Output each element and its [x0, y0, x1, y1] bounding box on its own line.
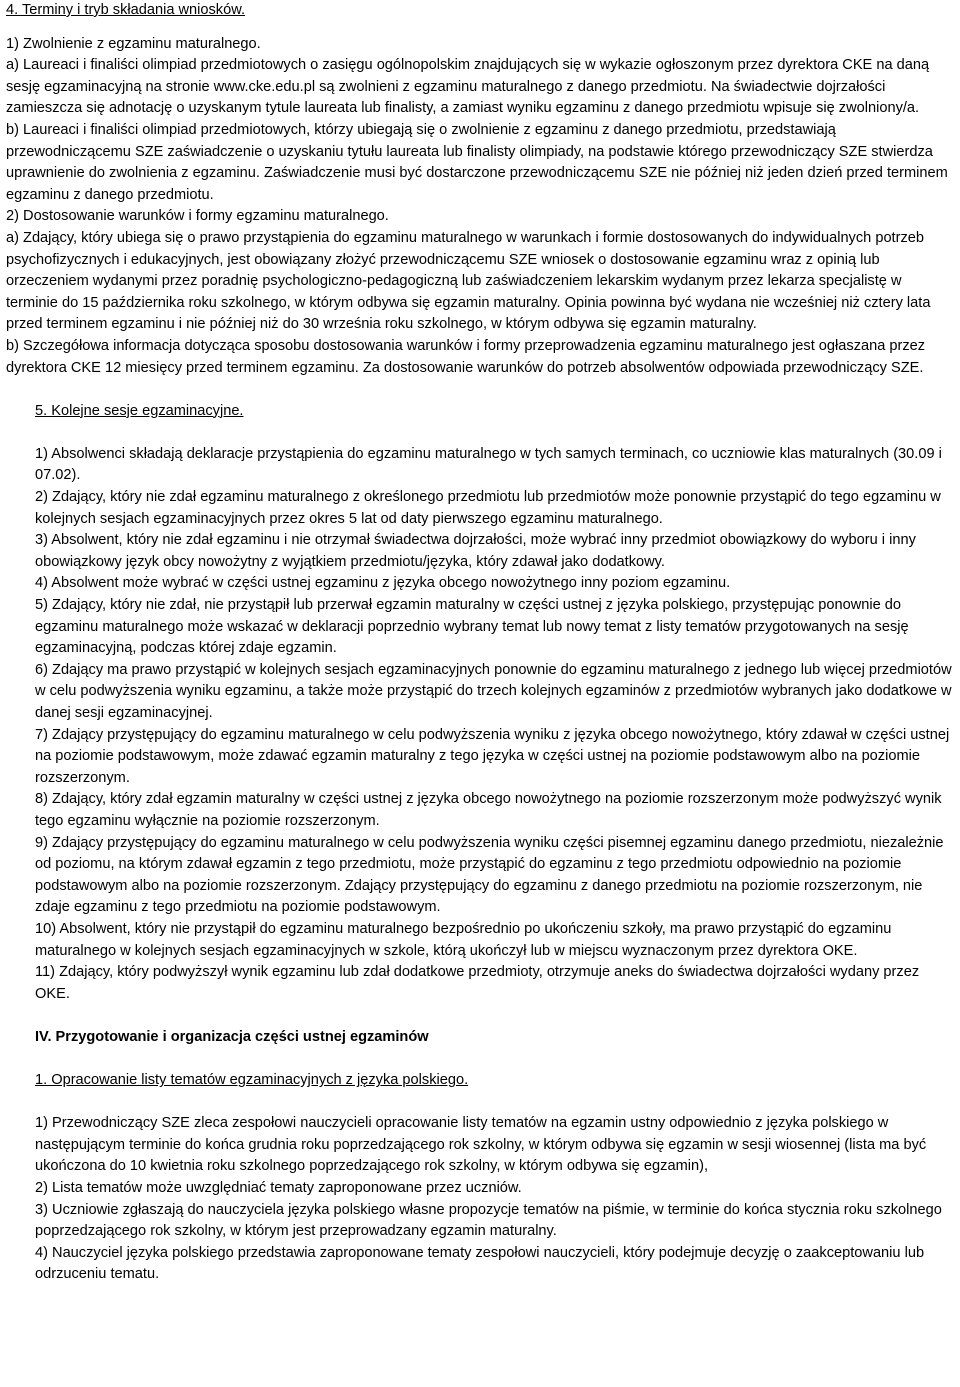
section-5: [6, 401, 956, 1286]
section-IV-item: 3) Uczniowie zgłaszają do nauczyciela języka polskiego własne propozycje tematów na piśmie, w terminie do końca stycznia roku szkolnego poprzedzającego rok szkolny, w którym jest przeprowadzany egzamin maturalny.: [35, 1201, 942, 1240]
spacer: [35, 1092, 956, 1114]
section-5-item: 7) Zdający przystępujący do egzaminu maturalnego w celu podwyższenia wyniku z języka obcego nowożytnego, który zdawał w części ustnej na poziomie podstawowym, może zdawać egzamin maturalny z tego języka w części ustnej na poziomie podstawowym albo na poziomie rozszerzonym.: [35, 726, 950, 786]
spacer: [35, 1049, 956, 1071]
section-5-heading: 5. Kolejne sesje egzaminacyjne.: [35, 402, 244, 419]
section-IV-1-heading: 1. Opracowanie listy tematów egzaminacyjnych z języka polskiego.: [35, 1072, 469, 1089]
section-4-item-1a: a) Laureaci i finaliści olimpiad przedmiotowych o zasięgu ogólnopolskim znajdujących się w wykazie ogłoszonym przez dyrektora CKE na daną sesję egzaminacyjną na stronie www.cke.edu.pl są zwolnieni z egzaminu maturalnego z danego przedmiotu. Na świadectwie dojrzałości zamieszcza się adnotację o uzyskanym tytule laureata lub finalisty, a zamiast wyniku egzaminu z danego przedmiotu wpisuje się zwolniony/a.: [6, 57, 930, 117]
section-4-item-1-title: 1) Zwolnienie z egzaminu maturalnego.: [6, 35, 261, 52]
section-5-item: 5) Zdający, który nie zdał, nie przystąpił lub przerwał egzamin maturalny w części ustnej z języka polskiego, przystępując ponownie do egzaminu maturalnego może wskazać w deklaracji poprzednio wybrany temat lub nowy temat z listy tematów przygotowanych na sesję egzaminacyjną, podczas której zdaje egzamin.: [35, 597, 909, 657]
section-IV-heading: IV. Przygotowanie i organizacja części ustnej egzaminów: [35, 1028, 429, 1045]
section-IV-item: 2) Lista tematów może uwzględniać tematy zaproponowane przez uczniów.: [35, 1180, 522, 1197]
spacer: [6, 379, 956, 401]
spacer: [35, 1005, 956, 1027]
section-4-item-1b: b) Laureaci i finaliści olimpiad przedmiotowych, którzy ubiegają się o zwolnienie z egzaminu z danego przedmiotu, przedstawiają przewodniczącemu SZE zaświadczenie o uzyskaniu tytułu laureata lub finalisty olimpiady, na podstawie którego przewodniczący SZE stwierdza uprawnienie do zwolnienia z egzaminu. Zaświadczenie musi być dostarczone przewodniczącemu SZE nie później niż jeden dzień przed terminem egzaminu z danego przedmiotu.: [6, 121, 948, 203]
section-5-item: 9) Zdający przystępujący do egzaminu maturalnego w celu podwyższenia wyniku części pisemnej egzaminu danego przedmiotu, niezależnie od poziomu, na którym zdawał egzamin z tego przedmiotu, może przystąpić do egzaminu z tego przedmiotu odpowiednio na poziomie podstawowym albo na poziomie rozszerzonym. Zdający przystępujący do egzaminu z danego przedmiotu na poziomie rozszerzonym, nie zdaje egzaminu z tego przedmiotu na poziomie podstawowym.: [35, 834, 944, 916]
section-IV-item: 1) Przewodniczący SZE zleca zespołowi nauczycieli opracowanie listy tematów na egzamin ustny odpowiednio z języka polskiego w następującym terminie do końca grudnia roku poprzedzającego rok szkolny, w którym odbywa się egzamin w sesji wiosennej (lista ma być ukończona do 10 kwietnia roku szkolnego poprzedzającego rok szkolny, w którym odbywa się egzamin),: [35, 1115, 927, 1175]
section-4-item-2b: b) Szczegółowa informacja dotycząca sposobu dostosowania warunków i formy przeprowadzenia egzaminu maturalnego jest ogłaszana przez dyrektora CKE 12 miesięcy przed terminem egzaminu. Za dostosowanie warunków do potrzeb absolwentów odpowiada przewodniczący SZE.: [6, 337, 926, 376]
spacer: [35, 422, 956, 444]
section-5-item: 2) Zdający, który nie zdał egzaminu maturalnego z określonego przedmiotu lub przedmiotów może ponownie przystąpić do tego egzaminu w kolejnych sesjach egzaminacyjnych przez okres 5 lat od daty pierwszego egzaminu maturalnego.: [35, 489, 941, 527]
section-5-item: 4) Absolwent może wybrać w części ustnej egzaminu z języka obcego nowożytnego inny poziom egzaminu.: [35, 575, 731, 592]
section-5-item: 1) Absolwenci składają deklaracje przystąpienia do egzaminu maturalnego w tych samych terminach, co uczniowie klas maturalnych (30.09 i 07.02).: [35, 445, 942, 484]
document-page: [6, 0, 956, 1286]
section-5-item: 10) Absolwent, który nie przystąpił do egzaminu maturalnego bezpośrednio po ukończeniu szkoły, ma prawo przystąpić do egzaminu maturalnego w kolejnych sesjach egzaminacyjnych w szkole, którą ukończył lub w miejscu wyznaczonym przez dyrektora OKE.: [35, 920, 892, 959]
spacer: [6, 22, 956, 34]
section-5-item: 8) Zdający, który zdał egzamin maturalny w części ustnej z języka obcego nowożytnego na poziomie rozszerzonym może podwyższyć wynik tego egzaminu wyłącznie na poziomie rozszerzonym.: [35, 791, 942, 829]
section-5-item: 11) Zdający, który podwyższył wynik egzaminu lub zdał dodatkowe przedmioty, otrzymuje aneks do świadectwa dojrzałości wydany przez OKE.: [35, 964, 920, 1002]
section-4-item-2a: a) Zdający, który ubiega się o prawo przystąpienia do egzaminu maturalnego w warunkach i formie dostosowanych do indywidualnych potrzeb psychofizycznych i edukacyjnych, jest obowiązany złożyć przewodniczącemu SZE wniosek o dostosowanie egzaminu wraz z opinią lub orzeczeniem wydanymi przez poradnię psychologiczno-pedagogiczną lub zaświadczeniem lekarskim wydanym przez lekarza specjalistę w terminie do 15 października roku szkolnego, w którym odbywa się egzamin maturalny. Opinia powinna być wydana nie wcześniej niż cztery lata przed terminem egzaminu i nie później niż do 30 września roku szkolnego, w którym odbywa się egzamin maturalny.: [6, 229, 931, 333]
section-5-item: 3) Absolwent, który nie zdał egzaminu i nie otrzymał świadectwa dojrzałości, może wybrać inny przedmiot obowiązkowy do wyboru i inny obowiązkowy język obcy nowożytny z wyjątkiem przedmiotu/języka, który zdawał jako dodatkowy.: [35, 532, 916, 570]
section-5-item: 6) Zdający ma prawo przystąpić w kolejnych sesjach egzaminacyjnych ponownie do egzaminu maturalnego z jednego lub więcej przedmiotów w celu podwyższenia wyniku egzaminu, a także może przystąpić do trzech kolejnych egzaminów z przedmiotów wybranych jako dodatkowe w danej sesji egzaminacyjnej.: [35, 661, 952, 721]
section-4-heading: 4. Terminy i tryb składania wniosków.: [6, 2, 246, 18]
section-4-item-2-title: 2) Dostosowanie warunków i formy egzaminu maturalnego.: [6, 208, 389, 225]
section-IV-item: 4) Nauczyciel języka polskiego przedstawia zaproponowane tematy zespołowi nauczycieli, który podejmuje decyzję o zaakceptowaniu lub odrzuceniu tematu.: [35, 1244, 925, 1283]
